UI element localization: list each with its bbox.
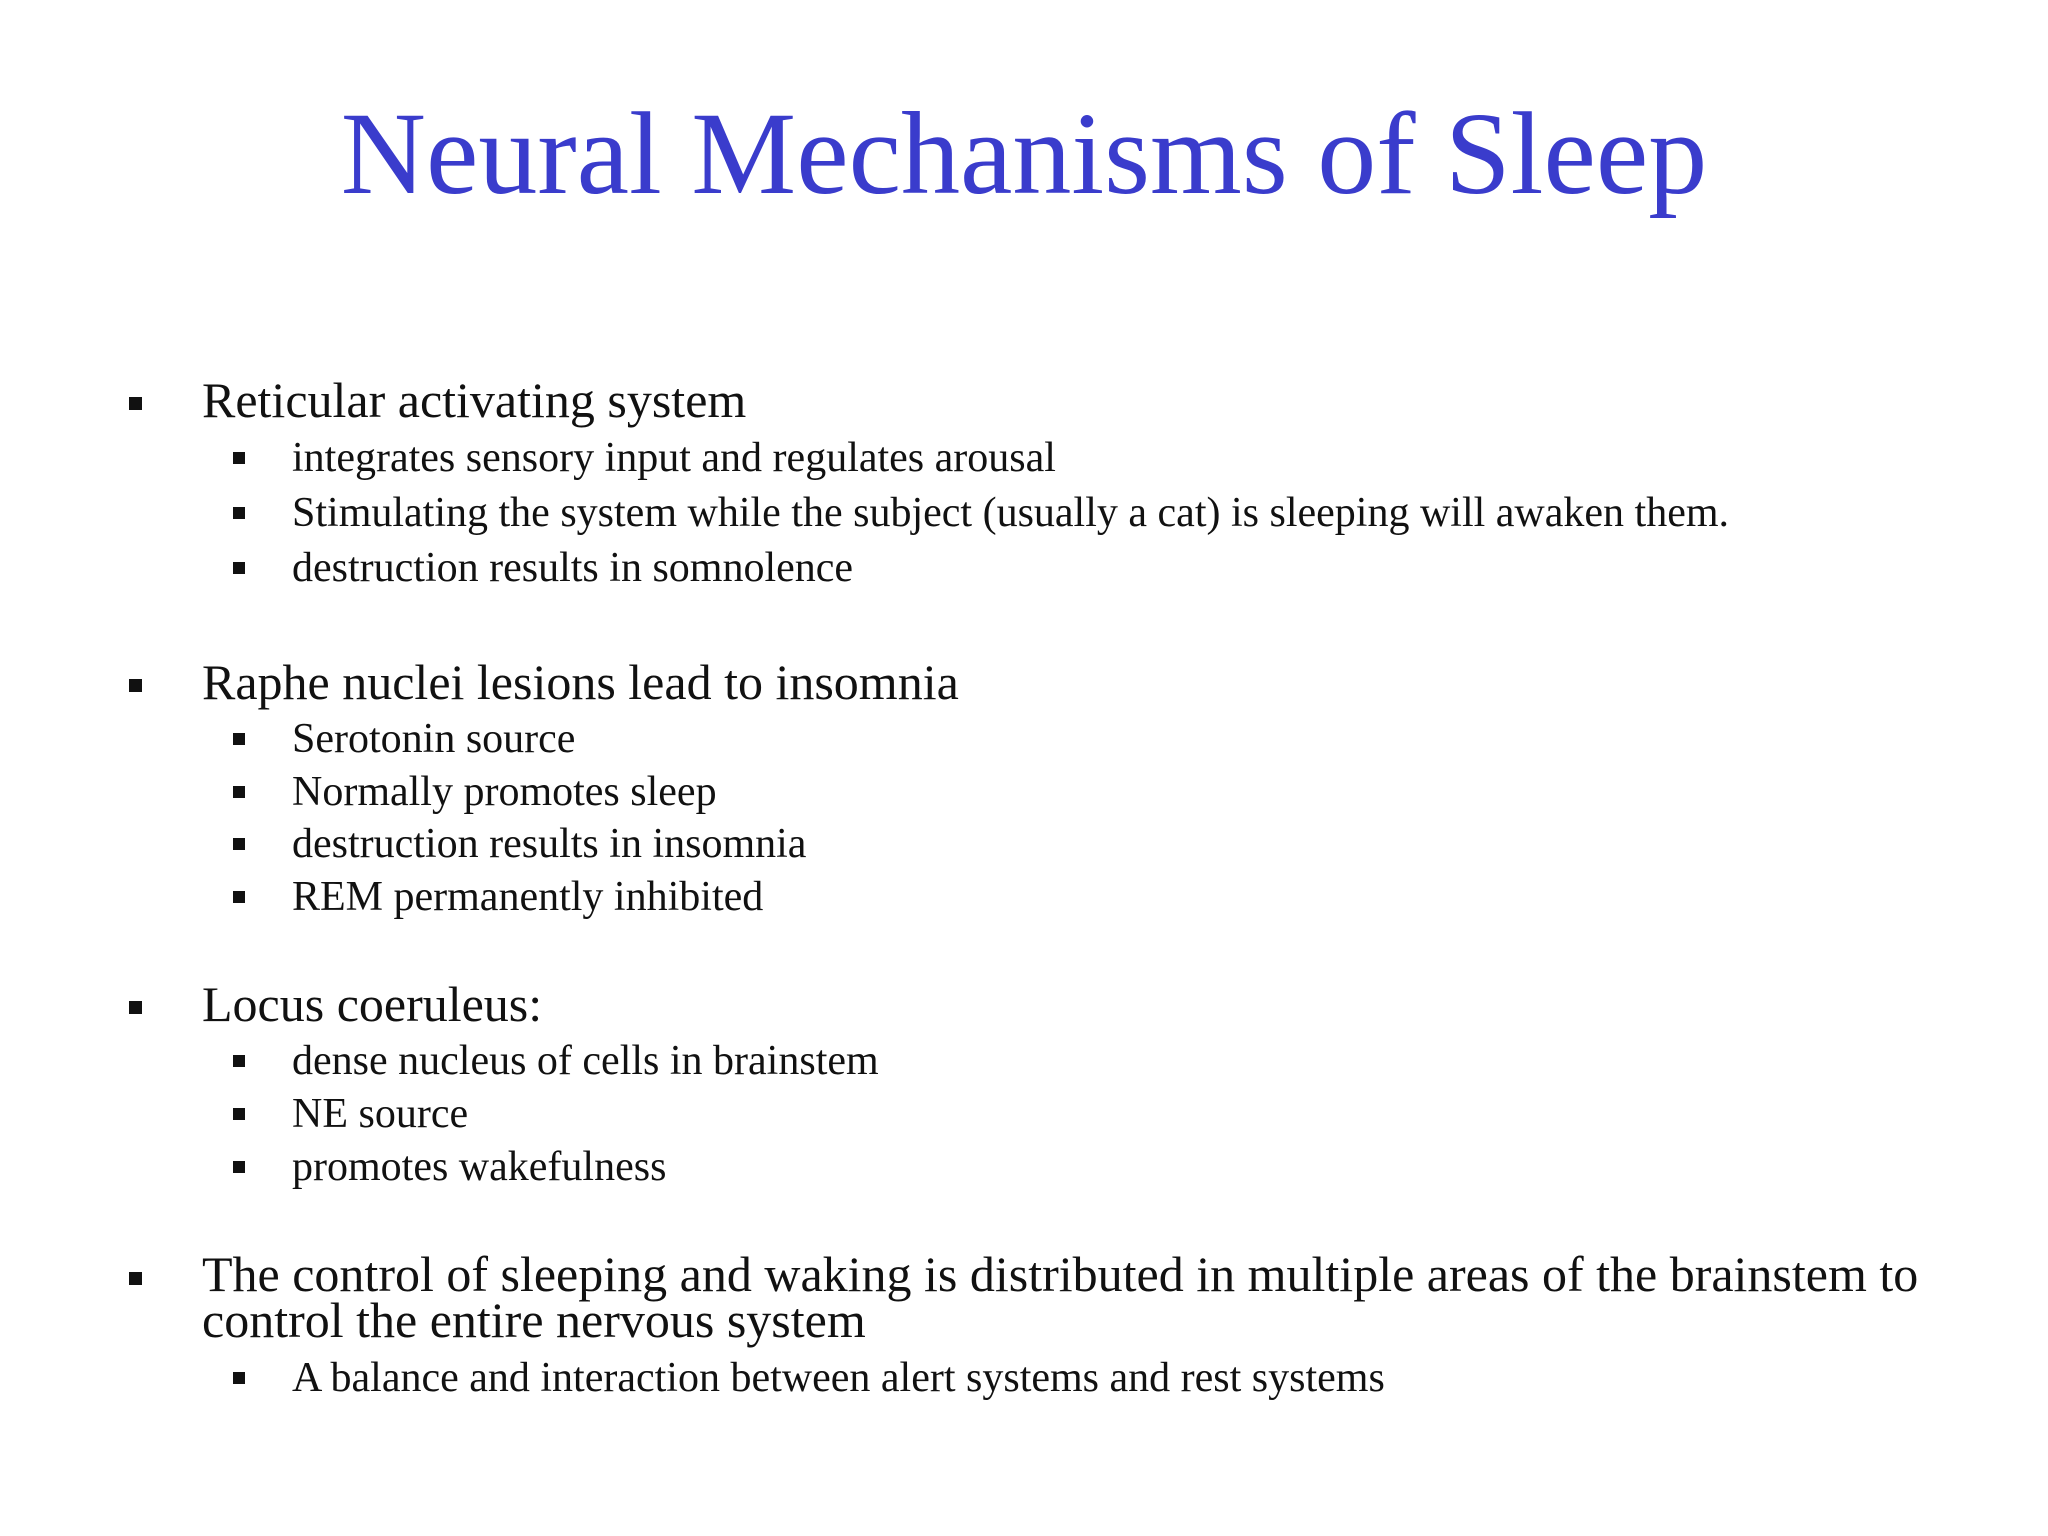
section-heading: The control of sleeping and waking is distributed in multiple areas of the brainstem to control the entire nervous system [202, 1246, 1919, 1348]
bullet-square-icon [233, 507, 245, 519]
bullet-square-icon [129, 1272, 142, 1285]
bullet-square-icon [129, 679, 142, 692]
list-item: A balance and interaction between alert systems and rest systems [292, 1355, 1385, 1401]
list-item: destruction results in insomnia [292, 821, 807, 867]
bullet-square-icon [233, 1161, 245, 1173]
list-item: Stimulating the system while the subject (usually a cat) is sleeping will awaken them. [292, 490, 1730, 536]
bullet-square-icon [233, 891, 245, 903]
slide-title: Neural Mechanisms of Sleep [340, 88, 1708, 219]
bullet-square-icon [233, 1108, 245, 1120]
list-item: Serotonin source [292, 716, 576, 762]
list-item: promotes wakefulness [292, 1144, 667, 1190]
section-heading: Reticular activating system [202, 372, 747, 428]
bullet-square-icon [233, 838, 245, 850]
bullet-square-icon [233, 1372, 245, 1384]
bullet-square-icon [233, 786, 245, 798]
section-heading: Raphe nuclei lesions lead to insomnia [202, 654, 959, 710]
bullet-square-icon [233, 562, 245, 574]
bullet-square-icon [233, 733, 245, 745]
bullet-square-icon [233, 1055, 245, 1067]
section-heading: Locus coeruleus: [202, 976, 543, 1032]
bullet-square-icon [129, 1001, 142, 1014]
list-item: REM permanently inhibited [292, 874, 764, 920]
list-item: NE source [292, 1091, 469, 1137]
list-item: Normally promotes sleep [292, 769, 717, 815]
list-item: integrates sensory input and regulates arousal [292, 435, 1056, 481]
list-item: dense nucleus of cells in brainstem [292, 1038, 879, 1084]
list-item: destruction results in somnolence [292, 545, 854, 591]
bullet-square-icon [233, 452, 245, 464]
bullet-square-icon [129, 397, 142, 410]
